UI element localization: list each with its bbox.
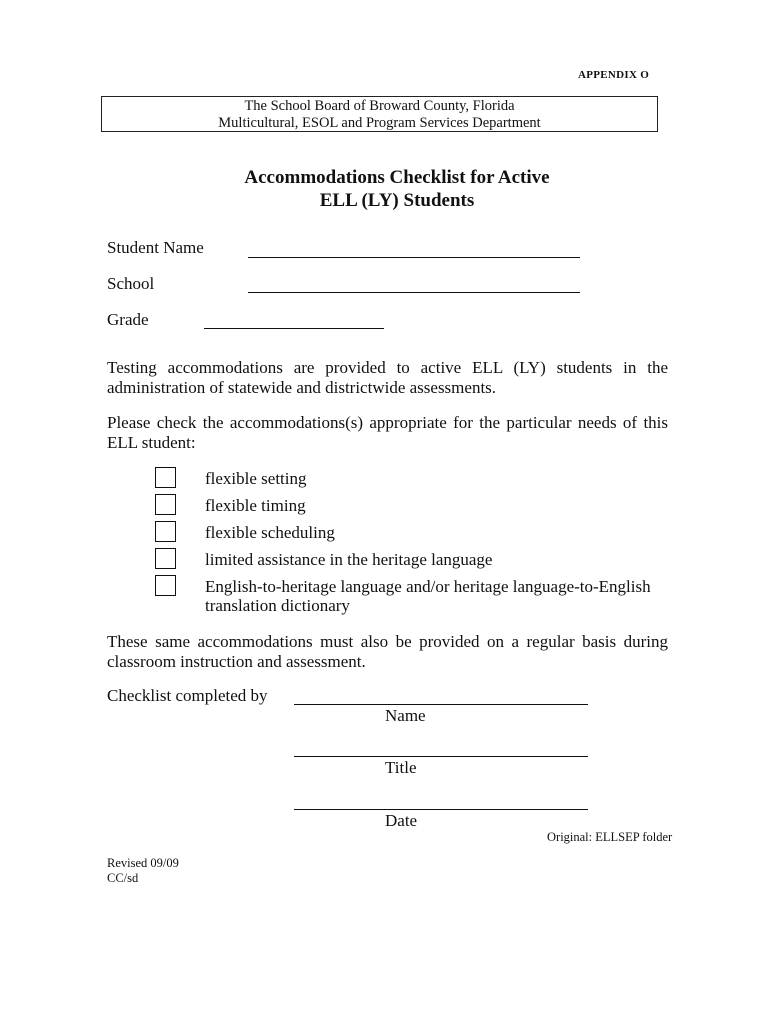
checkbox-heritage-language-assistance[interactable] (155, 548, 176, 569)
date-caption: Date (385, 811, 418, 830)
closing-paragraph: These same accommodations must also be provided on a regular basis during classroom instruction and assessment. (107, 632, 668, 671)
checkbox-flexible-setting[interactable] (155, 467, 176, 488)
checkbox-flexible-scheduling[interactable] (155, 521, 176, 542)
original-note: Original: ELLSEP folder (547, 830, 673, 844)
name-caption: Name (385, 706, 426, 725)
revised-note: Revised 09/09 (107, 856, 179, 870)
option-label: flexible timing (205, 496, 306, 515)
header-box (101, 96, 658, 132)
title-caption: Title (385, 758, 417, 777)
school-label: School (107, 274, 155, 293)
title-line-1: Accommodations Checklist for Active (244, 167, 550, 188)
option-label: English-to-heritage language and/or heritage language-to-English translation dictionary (205, 577, 651, 615)
completed-by-label: Checklist completed by (107, 686, 268, 705)
name-signature-field[interactable] (294, 704, 588, 705)
intro-paragraph: Testing accommodations are provided to active ELL (LY) students in the administration of statewide and districtwide assessments. (107, 358, 668, 397)
student-name-label: Student Name (107, 238, 204, 257)
title-line-2: ELL (LY) Students (319, 190, 475, 211)
initials-note: CC/sd (107, 871, 139, 885)
header-line-2: Multicultural, ESOL and Program Services Department (218, 115, 541, 131)
page-title (100, 166, 694, 212)
title-signature-field[interactable] (294, 756, 588, 757)
school-field[interactable] (248, 292, 580, 293)
header-line-1: The School Board of Broward County, Florida (244, 98, 515, 114)
option-label: limited assistance in the heritage language (205, 550, 493, 569)
option-label: flexible scheduling (205, 523, 335, 542)
checkbox-flexible-timing[interactable] (155, 494, 176, 515)
grade-field[interactable] (204, 328, 384, 329)
option-label: flexible setting (205, 469, 307, 488)
instruction-paragraph: Please check the accommodations(s) appropriate for the particular needs of this ELL student: (107, 413, 668, 452)
appendix-label: APPENDIX O (578, 69, 650, 81)
checkbox-translation-dictionary[interactable] (155, 575, 176, 596)
student-name-field[interactable] (248, 257, 580, 258)
date-signature-field[interactable] (294, 809, 588, 810)
grade-label: Grade (107, 310, 149, 329)
